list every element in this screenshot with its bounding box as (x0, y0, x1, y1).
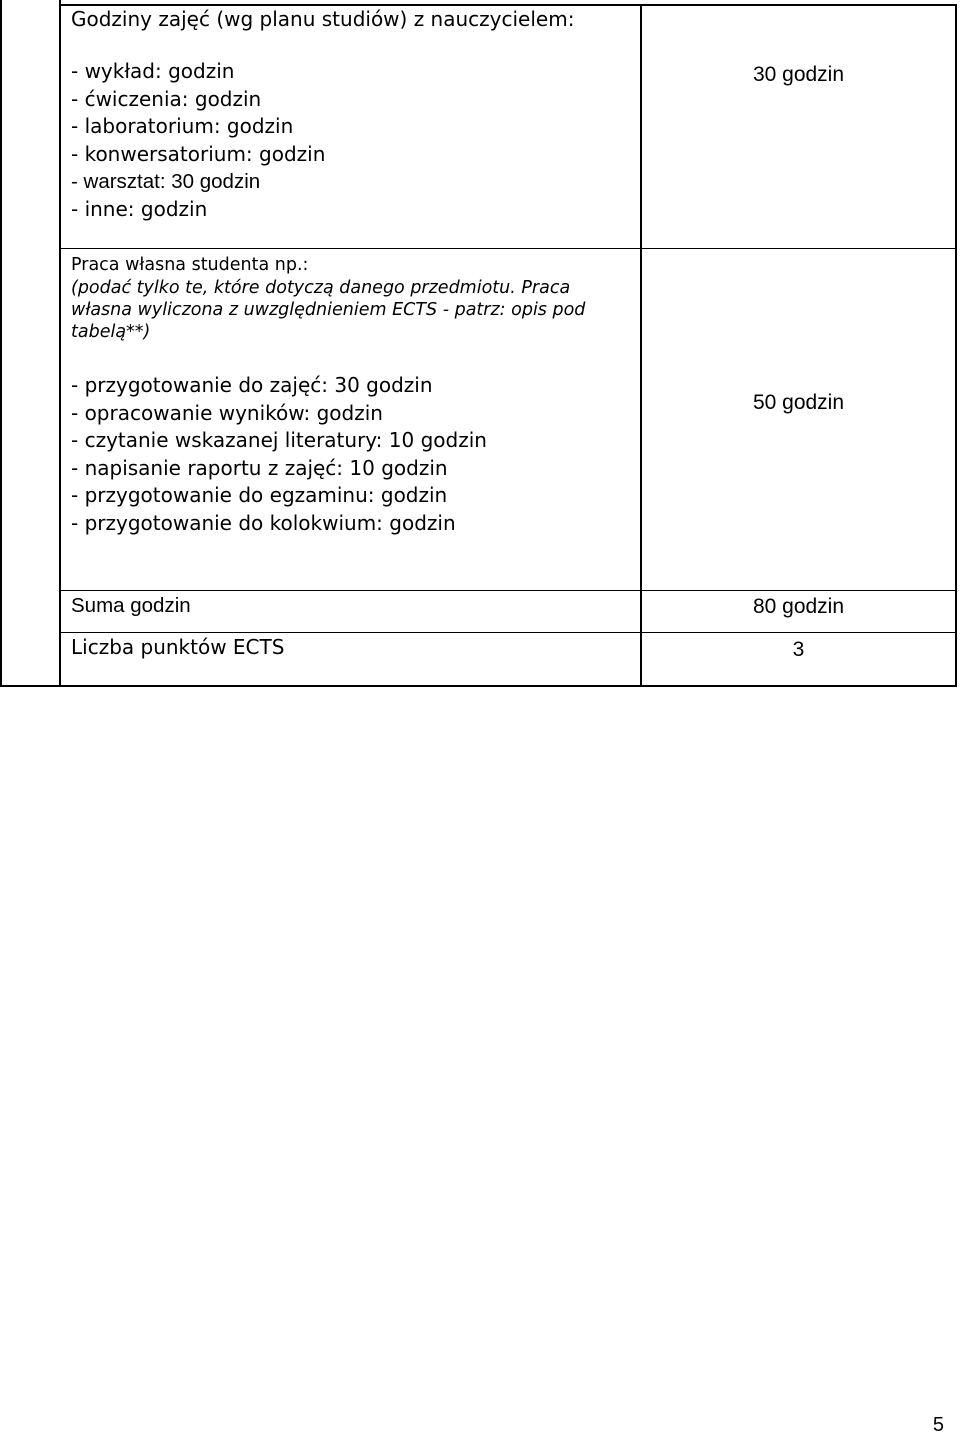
list-item: - czytanie wskazanej literatury: 10 godzin (71, 428, 487, 452)
list-item: - konwersatorium: godzin (71, 141, 326, 166)
list-item: - przygotowanie do egzaminu: godzin (71, 483, 448, 507)
list-item: - opracowanie wyników: godzin (71, 400, 383, 425)
list-item: - przygotowanie do kolokwium: godzin (71, 510, 456, 535)
ects-value: 3 (792, 638, 805, 661)
contact-hours-list (71, 58, 325, 223)
self-study-note-line-3: tabelą**) (71, 322, 151, 342)
list-item: - laboratorium: godzin (71, 114, 294, 138)
self-study-heading: Praca własna studenta np.: (71, 255, 309, 275)
self-study-note-line-1: (podać tylko te, które dotyczą danego przedmiotu. Praca (71, 278, 571, 298)
list-item: - inne: godzin (71, 196, 208, 221)
list-item: - napisanie raportu z zajęć: 10 godzin (71, 455, 448, 480)
page-number: 5 (932, 1414, 944, 1436)
list-item: - wykład: godzin (71, 59, 235, 83)
table-border-right (955, 4, 957, 687)
table-row-separator-1 (59, 248, 957, 249)
contact-hours-value: 30 godzin (752, 63, 845, 86)
total-hours-label: Suma godzin (71, 594, 191, 617)
self-study-value: 50 godzin (752, 391, 845, 414)
table-border-column-2 (640, 4, 642, 687)
contact-hours-heading: Godziny zajęć (wg planu studiów) z nauczycielem: (71, 7, 575, 31)
list-item: - warsztat: 30 godzin (71, 170, 261, 193)
list-item: - ćwiczenia: godzin (71, 86, 262, 111)
self-study-list (71, 372, 487, 537)
table-border-column-1 (59, 0, 61, 687)
table-row-separator-3 (59, 632, 957, 633)
table-border-left (0, 0, 2, 687)
ects-label: Liczba punktów ECTS (71, 635, 285, 659)
total-hours-value: 80 godzin (752, 595, 845, 618)
self-study-note-line-2: własna wyliczona z uwzględnieniem ECTS - patrz: opis pod (71, 300, 586, 320)
list-item: - przygotowanie do zajęć: 30 godzin (71, 373, 433, 397)
table-border-bottom (0, 685, 957, 687)
table-row-separator-2 (59, 590, 957, 591)
